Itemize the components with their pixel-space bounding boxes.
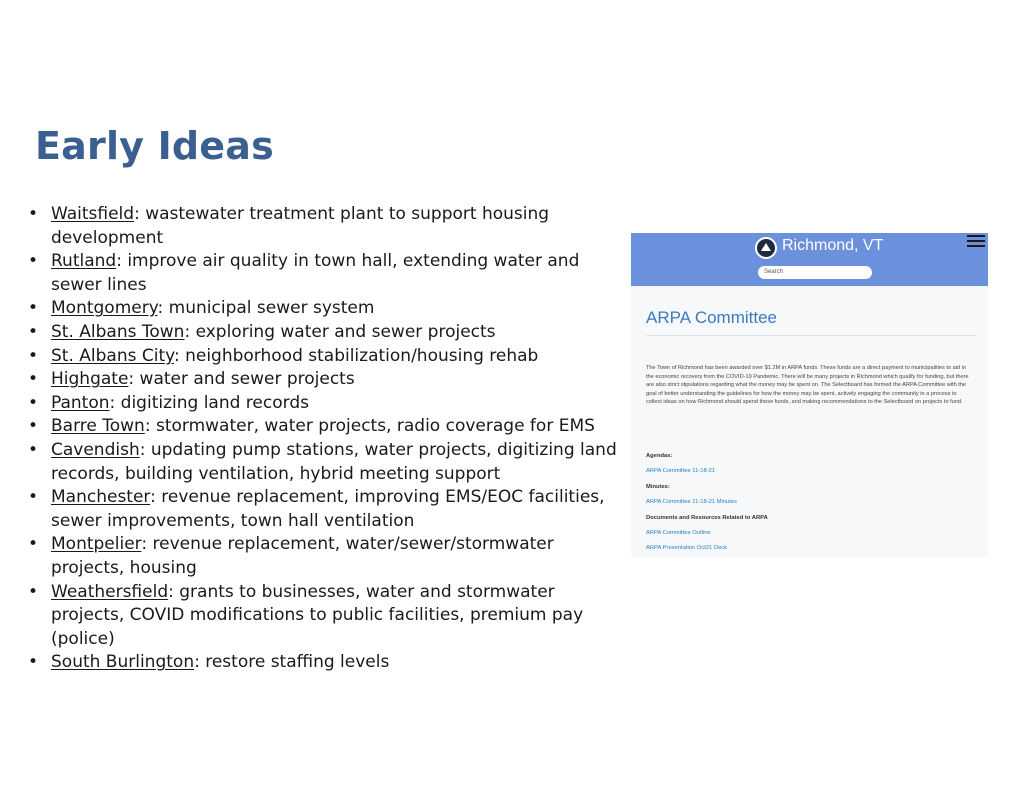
idea-text: : stormwater, water projects, radio coverage for EMS — [144, 416, 595, 437]
idea-text: : revenue replacement, improving EMS/EOC facilities, sewer improvements, town hall ventilation — [51, 487, 605, 531]
idea-text: : improve air quality in town hall, extending water and sewer lines — [51, 251, 580, 295]
list-item — [28, 203, 628, 250]
town-name: Montgomery — [51, 298, 158, 319]
agendas-label: Agendas: — [646, 453, 673, 459]
list-item — [28, 581, 628, 652]
bullet-icon: • — [28, 321, 39, 342]
bullet-icon: • — [28, 298, 39, 319]
list-item — [28, 250, 628, 297]
town-name: Cavendish — [51, 439, 140, 460]
page-heading: ARPA Committee — [646, 308, 778, 327]
ideas-list — [28, 203, 628, 675]
list-item — [28, 651, 628, 675]
bullet-icon: • — [28, 581, 39, 602]
list-item — [28, 486, 628, 533]
town-name: Waitsfield — [51, 204, 135, 224]
documents-label: Documents and Resources Related to ARPA — [646, 515, 768, 521]
bullet-icon: • — [28, 204, 39, 224]
list-item — [28, 392, 628, 416]
bullet-icon: • — [28, 439, 39, 460]
idea-text: : updating pump stations, water projects, digitizing land records, building ventilation, hybrid meeting support — [51, 439, 617, 484]
site-header — [631, 233, 988, 286]
slide-title: Early Ideas — [35, 124, 274, 168]
presentation-link[interactable]: ARPA Presentation Oct21 Deck — [646, 545, 728, 551]
town-name: Weathersfield — [51, 581, 169, 602]
hamburger-menu-icon[interactable] — [967, 235, 985, 248]
list-item — [28, 345, 628, 369]
minutes-link[interactable]: ARPA Committee 11-18-21 Minutes — [646, 499, 737, 505]
agenda-link[interactable]: ARPA Committee 11-18-21 — [646, 468, 716, 474]
idea-text: : wastewater treatment plant to support housing development — [51, 204, 550, 248]
list-item — [28, 368, 628, 392]
heading-divider — [646, 335, 976, 336]
idea-text: : water and sewer projects — [128, 369, 355, 390]
idea-text: : neighborhood stabilization/housing rehab — [173, 345, 539, 366]
town-name: South Burlington — [51, 652, 195, 673]
town-name: St. Albans Town — [51, 321, 185, 342]
list-item — [28, 415, 628, 439]
website-screenshot — [631, 233, 988, 557]
outline-link[interactable]: ARPA Committee Outline — [646, 530, 711, 536]
town-name: Highgate — [51, 369, 129, 390]
bullet-icon: • — [28, 487, 39, 508]
town-name: Panton — [51, 392, 110, 413]
town-name: St. Albans City — [51, 345, 174, 366]
minutes-label: Minutes: — [646, 484, 670, 490]
town-name: Manchester — [51, 487, 151, 508]
idea-text: : digitizing land records — [109, 392, 309, 413]
bullet-icon: • — [28, 392, 39, 413]
site-name: Richmond, VT — [782, 237, 884, 254]
bullet-icon: • — [28, 345, 39, 366]
idea-text: : revenue replacement, water/sewer/stormwater projects, housing — [51, 534, 554, 578]
town-name: Barre Town — [51, 416, 145, 437]
bullet-icon: • — [28, 369, 39, 390]
bullet-icon: • — [28, 652, 39, 673]
idea-text: : municipal sewer system — [157, 298, 375, 319]
list-item — [28, 439, 628, 486]
list-item — [28, 533, 628, 580]
idea-text: : exploring water and sewer projects — [184, 321, 496, 342]
bullet-icon: • — [28, 416, 39, 437]
search-input[interactable]: Search — [758, 266, 872, 279]
idea-text: : restore staffing levels — [194, 652, 390, 673]
town-seal-icon — [755, 237, 777, 259]
intro-paragraph: The Town of Richmond has been awarded over $1.2M in ARPA funds. These funds are a direct payment to municipalities to aid in the economic recovery from the COVID-19 Pandemic. There will be many projects in Richmond which qualify for funding, but there are also strict stipulations regarding what the money may be spent on. The Selectboard has formed the ARPA Committee with the goal of better understanding the guidelines for how the money may be spent, actively engaging the community in a process to collect ideas on how Richmond should spend these funds, and making recommendations to the Selectboard on projects to fund. — [646, 365, 969, 406]
town-name: Rutland — [51, 251, 117, 272]
town-name: Montpelier — [51, 534, 142, 555]
list-item — [28, 297, 628, 321]
idea-text: : grants to businesses, water and stormwater projects, COVID modifications to public facilities, premium pay (police) — [51, 581, 584, 649]
list-item — [28, 321, 628, 345]
bullet-icon: • — [28, 534, 39, 555]
bullet-icon: • — [28, 251, 39, 272]
